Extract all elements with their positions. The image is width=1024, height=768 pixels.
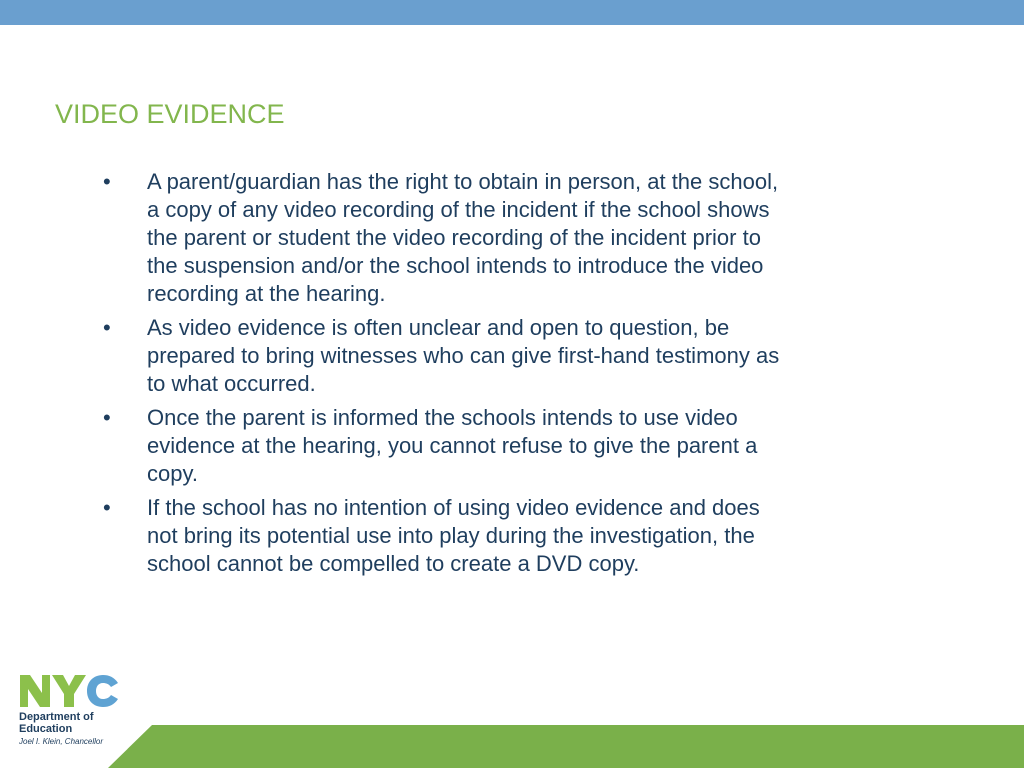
top-accent-bar xyxy=(0,0,1024,25)
bullet-marker: • xyxy=(103,495,111,520)
bullet-text: A parent/guardian has the right to obtain in person, at the school, a copy of any video recording of the incident if the school shows the parent or student the video recording of the incident prior to the suspension and/or the school intends to introduce the video recording at the hearing. xyxy=(147,169,779,306)
bullet-item xyxy=(103,168,783,308)
bullet-marker: • xyxy=(103,169,111,194)
bullet-list xyxy=(103,168,783,584)
bullet-marker: • xyxy=(103,405,111,430)
bullet-text: As video evidence is often unclear and open to question, be prepared to bring witnesses who can give first-hand testimony as to what occurred. xyxy=(147,315,780,396)
nyc-wordmark-logo xyxy=(18,673,120,709)
nyc-doe-logo xyxy=(18,673,128,753)
department-name: Department of Education xyxy=(19,711,94,735)
bullet-item xyxy=(103,404,783,488)
bullet-item xyxy=(103,494,783,578)
bullet-item xyxy=(103,314,783,398)
chancellor-caption: Joel I. Klein, Chancellor xyxy=(19,737,104,746)
bullet-marker: • xyxy=(103,315,111,340)
bullet-text: Once the parent is informed the schools intends to use video evidence at the hearing, you cannot refuse to give the parent a copy. xyxy=(147,405,758,486)
bullet-text: If the school has no intention of using video evidence and does not bring its potential use into play during the investigation, the school cannot be compelled to create a DVD copy. xyxy=(147,495,760,576)
slide-title: VIDEO EVIDENCE xyxy=(55,99,285,129)
